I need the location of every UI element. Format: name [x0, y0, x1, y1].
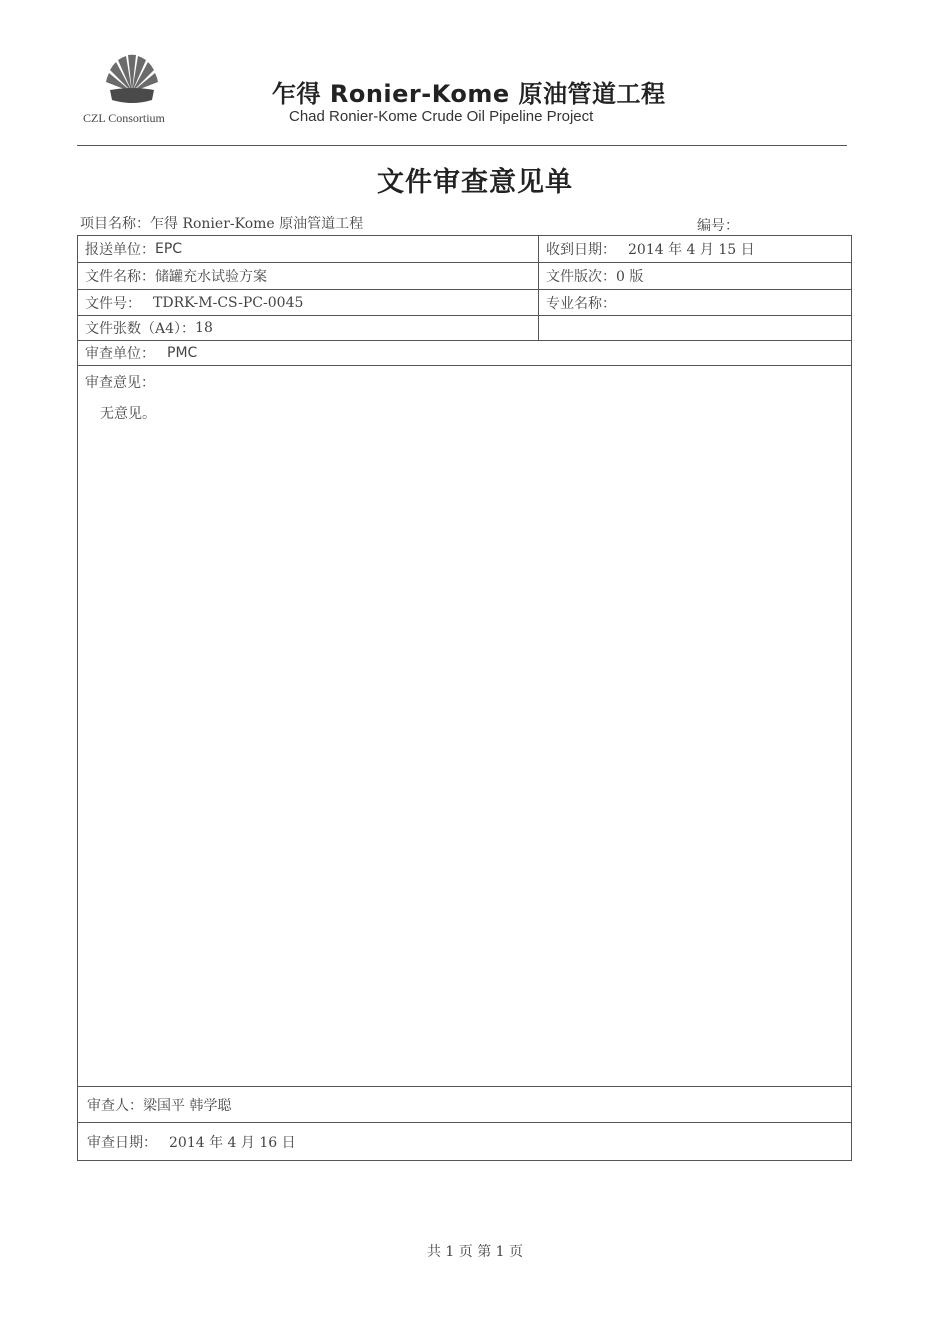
submit-unit-value: EPC [155, 241, 183, 257]
submit-unit-label: 报送单位： [85, 242, 155, 258]
logo-caption: CZL Consortium [83, 111, 165, 125]
form-row-sheets [78, 316, 851, 341]
review-date-cell [78, 1123, 851, 1160]
review-unit-label: 审查单位： [85, 346, 155, 362]
submit-unit-cell [78, 236, 539, 262]
file-no-label: 文件号： [85, 295, 141, 312]
header-divider [77, 145, 847, 146]
project-name: 项目名称：乍得 Ronier-Kome 原油管道工程 [80, 216, 364, 232]
received-date-label: 收到日期： [546, 242, 616, 258]
review-form-table [77, 235, 852, 1161]
received-date-cell [539, 236, 851, 262]
page-footer: 共 1 页 第 1 页 [426, 1244, 524, 1260]
specialty-label: 专业名称： [546, 295, 616, 312]
version-cell [539, 263, 851, 289]
received-date-value: 2014 年 4 月 15 日 [628, 242, 755, 258]
sheets-cell [78, 316, 539, 340]
file-name-cell [78, 263, 539, 289]
review-date-label: 审查日期： [87, 1134, 157, 1151]
version-label: 文件版次： [546, 269, 616, 285]
form-row-comments [78, 366, 851, 1087]
specialty-cell [539, 290, 851, 315]
czl-shell-logo-icon [102, 52, 162, 107]
file-name-label: 文件名称： [85, 269, 155, 285]
document-title: 文件审查意见单 [377, 167, 573, 198]
reviewer-label: 审查人： [87, 1097, 143, 1114]
form-row-reviewer [78, 1087, 851, 1123]
form-row-file-no [78, 290, 851, 316]
form-row-review-date [78, 1123, 851, 1160]
empty-cell [539, 316, 851, 340]
project-subtitle: Chad Ronier-Kome Crude Oil Pipeline Project [289, 108, 594, 125]
review-date-value: 2014 年 4 月 16 日 [169, 1134, 296, 1151]
reviewer-value: 梁国平 韩学聪 [143, 1097, 232, 1114]
form-row-submit-unit [78, 236, 851, 263]
reviewer-cell [78, 1087, 851, 1122]
sheets-value: 18 [195, 320, 213, 336]
review-unit-value: PMC [167, 345, 198, 361]
file-no-cell [78, 290, 539, 315]
comments-label: 审查意见： [85, 375, 155, 391]
file-name-value: 储罐充水试验方案 [155, 269, 267, 285]
review-unit-cell [78, 341, 851, 365]
file-no-value: TDRK-M-CS-PC-0045 [153, 294, 304, 311]
version-value: 0 版 [616, 269, 644, 285]
comments-value: 无意见。 [100, 406, 156, 422]
number-label: 编号： [697, 218, 739, 234]
project-title: 乍得 Ronier-Kome 原油管道工程 [272, 80, 666, 108]
form-row-file-name [78, 263, 851, 290]
form-row-review-unit [78, 341, 851, 366]
sheets-label: 文件张数（A4）： [85, 321, 196, 337]
